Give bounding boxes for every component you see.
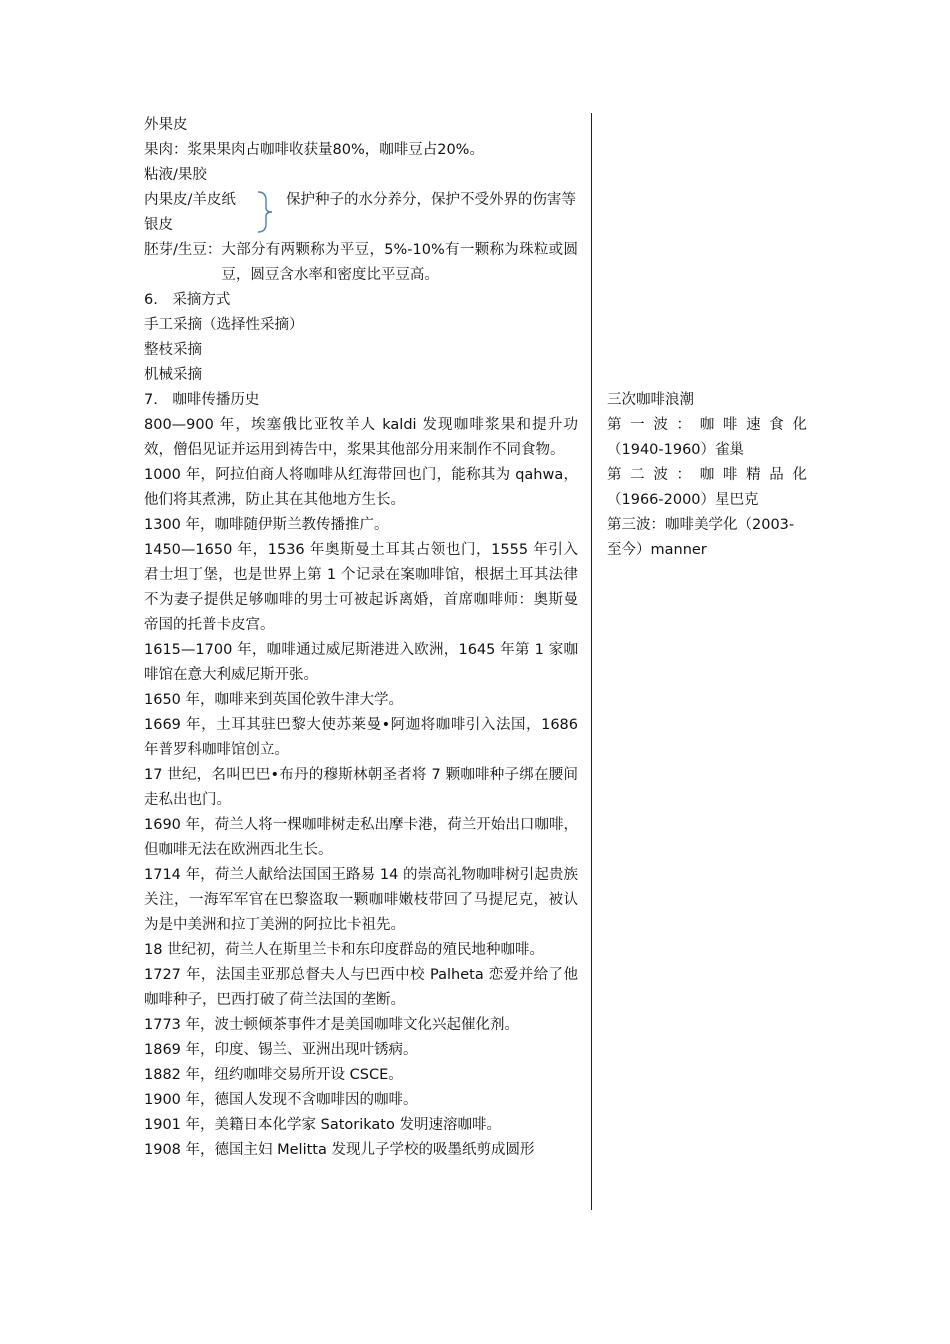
wave-line: 第三波：咖啡美学化（2003- <box>607 517 795 533</box>
structure-line: 粘液/果胶 <box>144 167 207 183</box>
history-entry: 1727 年，法国圭亚那总督夫人与巴西中校 Palheta 恋爱并给了他咖啡种子，巴西打破了荷兰法国的垄断。 <box>144 967 578 1008</box>
history-entry: 1669 年，土耳其驻巴黎大使苏莱曼•阿迦将咖啡引入法国，1686 年普罗科咖啡馆创立。 <box>144 717 578 758</box>
history-entry: 1450—1650 年，1536 年奥斯曼土耳其占领也门，1555 年引入君士坦丁堡，也是世界上第 1 个记录在案咖啡馆，根据土耳其法律不为妻子提供足够咖啡的男士可被起诉离婚，首席咖啡师：奥斯曼帝国的托普卡皮宫。 <box>144 542 578 633</box>
wave-line: 第 一 波 ： 咖 啡 速 食 化 <box>607 417 807 433</box>
germ-definition <box>144 238 578 288</box>
history-entry: 17 世纪，名叫巴巴•布丹的穆斯林朝圣者将 7 颗咖啡种子绑在腰间走私出也门。 <box>144 767 578 808</box>
history-entry: 1300 年，咖啡随伊斯兰教传播推广。 <box>144 517 389 533</box>
germ-label: 胚芽/生豆： <box>144 242 222 258</box>
list-item: 机械采摘 <box>144 367 202 383</box>
history-entry: 1714 年，荷兰人献给法国国王路易 14 的崇高礼物咖啡树引起贵族关注，一海军军官在巴黎盗取一颗咖啡嫩枝带回了马提尼克，被认为是中美洲和拉丁美洲的阿拉比卡祖先。 <box>144 867 578 933</box>
history-entry: 1615—1700 年，咖啡通过威尼斯港进入欧洲，1645 年第 1 家咖啡馆在意大利威尼斯开张。 <box>144 642 578 683</box>
side-heading: 三次咖啡浪潮 <box>607 392 694 408</box>
structure-line: 外果皮 <box>144 117 188 133</box>
brace-item: 内果皮/羊皮纸 <box>144 192 236 208</box>
history-entry: 1000 年，阿拉伯商人将咖啡从红海带回也门，能称其为 qahwa，他们将其煮沸，防止其在其他地方生长。 <box>144 467 578 508</box>
side-column <box>607 388 807 563</box>
brace-description: 保护种子的水分养分，保护不受外界的伤害等 <box>286 192 576 208</box>
column-divider <box>591 113 592 1210</box>
list-item: 整枝采摘 <box>144 342 202 358</box>
brace-icon <box>256 190 276 234</box>
history-entry: 1690 年，荷兰人将一棵咖啡树走私出摩卡港，荷兰开始出口咖啡，但咖啡无法在欧洲西北生长。 <box>144 817 578 858</box>
brace-left-items <box>144 188 236 238</box>
history-entry: 18 世纪初，荷兰人在斯里兰卡和东印度群岛的殖民地种咖啡。 <box>144 942 545 958</box>
structure-line: 果肉：浆果果肉占咖啡收获量80%，咖啡豆占20%。 <box>144 142 484 158</box>
history-entry: 1901 年，美籍日本化学家 Satorikato 发明速溶咖啡。 <box>144 1117 501 1133</box>
history-entry: 1908 年，德国主妇 Melitta 发现儿子学校的吸墨纸剪成圆形 <box>144 1142 535 1158</box>
wave-line: （1940-1960）雀巢 <box>607 442 745 458</box>
wave-line: 至今）manner <box>607 542 707 558</box>
history-entry: 1773 年，波士顿倾茶事件才是美国咖啡文化兴起催化剂。 <box>144 1017 520 1033</box>
wave-line: 第 二 波 ： 咖 啡 精 品 化 <box>607 467 807 483</box>
history-list <box>144 413 578 1163</box>
section-heading: 7. 咖啡传播历史 <box>144 392 260 408</box>
list-item: 手工采摘（选择性采摘） <box>144 317 304 333</box>
history-entry: 1650 年，咖啡来到英国伦敦牛津大学。 <box>144 692 404 708</box>
germ-text: 大部分有两颗称为平豆，5%-10%有一颗称为珠粒或圆豆，圆豆含水率和密度比平豆高。 <box>221 242 578 283</box>
section-heading: 6. 采摘方式 <box>144 292 231 308</box>
history-entry: 1869 年，印度、锡兰、亚洲出现叶锈病。 <box>144 1042 418 1058</box>
brace-group <box>144 188 578 238</box>
history-entry: 1882 年，纽约咖啡交易所开设 CSCE。 <box>144 1067 403 1083</box>
wave-line: （1966-2000）星巴克 <box>607 492 759 508</box>
history-entry: 800—900 年，埃塞俄比亚牧羊人 kaldi 发现咖啡浆果和提升功效，僧侣见证并运用到祷告中，浆果其他部分用来制作不同食物。 <box>144 417 578 458</box>
main-column <box>144 113 578 1163</box>
brace-item: 银皮 <box>144 217 173 233</box>
history-entry: 1900 年，德国人发现不含咖啡因的咖啡。 <box>144 1092 418 1108</box>
